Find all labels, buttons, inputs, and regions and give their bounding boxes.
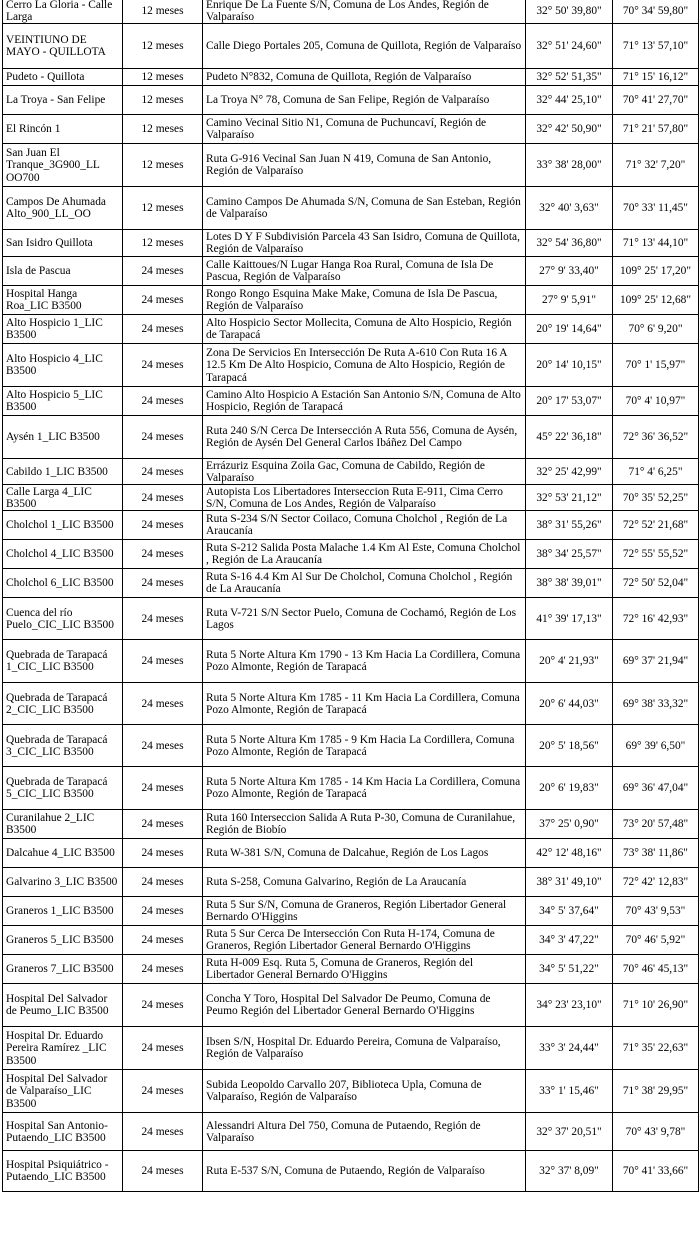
table-row	[3, 1113, 699, 1151]
latitude-cell: 32° 51' 24,60"	[526, 24, 613, 69]
period-cell: 24 meses	[123, 459, 203, 485]
table-row	[3, 1027, 699, 1070]
address-cell: Ruta V-721 S/N Sector Puelo, Comuna de Cochamó, Región de Los Lagos	[203, 598, 526, 640]
address-cell: Alessandri Altura Del 750, Comuna de Putaendo, Región de Valparaíso	[203, 1113, 526, 1151]
latitude-cell: 41° 39' 17,13"	[526, 598, 613, 640]
table-row	[3, 725, 699, 767]
latitude-cell: 38° 31' 55,26"	[526, 511, 613, 540]
table-row	[3, 387, 699, 416]
address-cell: Ruta E-537 S/N, Comuna de Putaendo, Región de Valparaíso	[203, 1151, 526, 1192]
site-name-cell: Cholchol 1_LIC B3500	[3, 511, 123, 540]
longitude-cell: 71° 13' 44,10"	[613, 230, 699, 257]
longitude-cell: 69° 37' 21,94"	[613, 640, 699, 683]
latitude-cell: 38° 31' 49,10"	[526, 868, 613, 897]
latitude-cell: 32° 50' 39,80"	[526, 0, 613, 24]
table-row	[3, 897, 699, 926]
site-name-cell: Graneros 5_LIC B3500	[3, 926, 123, 955]
site-name-cell: Hospital Hanga Roa_LIC B3500	[3, 286, 123, 315]
site-name-cell: Cabildo 1_LIC B3500	[3, 459, 123, 485]
period-cell: 24 meses	[123, 286, 203, 315]
period-cell: 12 meses	[123, 115, 203, 144]
table-row	[3, 286, 699, 315]
table-row	[3, 230, 699, 257]
site-name-cell: Pudeto - Quillota	[3, 69, 123, 86]
address-cell: Camino Alto Hospicio A Estación San Antonio S/N, Comuna de Alto Hospicio, Región de Tarapacá	[203, 387, 526, 416]
period-cell: 24 meses	[123, 926, 203, 955]
longitude-cell: 70° 46' 5,92"	[613, 926, 699, 955]
site-name-cell: Hospital Del Salvador de Peumo_LIC B3500	[3, 984, 123, 1027]
period-cell: 24 meses	[123, 725, 203, 767]
site-name-cell: Cholchol 4_LIC B3500	[3, 540, 123, 569]
latitude-cell: 38° 38' 39,01"	[526, 569, 613, 598]
address-cell: Ruta 5 Norte Altura Km 1790 - 13 Km Hacia La Cordillera, Comuna Pozo Almonte, Región de Tarapacá	[203, 640, 526, 683]
latitude-cell: 32° 40' 3,63"	[526, 187, 613, 230]
latitude-cell: 20° 14' 10,15"	[526, 344, 613, 387]
site-name-cell: Alto Hospicio 4_LIC B3500	[3, 344, 123, 387]
table-row	[3, 187, 699, 230]
longitude-cell: 71° 32' 7,20"	[613, 144, 699, 187]
longitude-cell: 71° 38' 29,95"	[613, 1070, 699, 1113]
longitude-cell: 72° 52' 21,68"	[613, 511, 699, 540]
table-row	[3, 683, 699, 725]
table-row	[3, 416, 699, 459]
latitude-cell: 20° 6' 19,83"	[526, 767, 613, 810]
site-name-cell: Calle Larga 4_LIC B3500	[3, 485, 123, 511]
address-cell: Concha Y Toro, Hospital Del Salvador De Peumo, Comuna de Peumo Región del Libertador General Bernardo O'Higgins	[203, 984, 526, 1027]
table-row	[3, 315, 699, 344]
period-cell: 12 meses	[123, 69, 203, 86]
address-cell: Zona De Servicios En Intersección De Ruta A-610 Con Ruta 16 A 12.5 Km De Alto Hospicio, Comuna de Alto Hospicio, Región de Tarapacá	[203, 344, 526, 387]
table-row	[3, 24, 699, 69]
address-cell: Ruta G-916 Vecinal San Juan N 419, Comuna de San Antonio, Región de Valparaíso	[203, 144, 526, 187]
address-cell: Errázuriz Esquina Zoila Gac, Comuna de Cabildo, Región de Valparaíso	[203, 459, 526, 485]
longitude-cell: 70° 1' 15,97"	[613, 344, 699, 387]
period-cell: 24 meses	[123, 839, 203, 868]
longitude-cell: 72° 16' 42,93"	[613, 598, 699, 640]
table-row	[3, 69, 699, 86]
site-name-cell: Campos De Ahumada Alto_900_LL_OO	[3, 187, 123, 230]
period-cell: 24 meses	[123, 640, 203, 683]
longitude-cell: 109° 25' 17,20"	[613, 257, 699, 286]
table-row	[3, 144, 699, 187]
site-name-cell: Isla de Pascua	[3, 257, 123, 286]
site-name-cell: Curanilahue 2_LIC B3500	[3, 810, 123, 839]
period-cell: 24 meses	[123, 1151, 203, 1192]
longitude-cell: 70° 41' 33,66"	[613, 1151, 699, 1192]
longitude-cell: 70° 33' 11,45"	[613, 187, 699, 230]
address-cell: Ruta S-16 4.4 Km Al Sur De Cholchol, Comuna Cholchol , Región de La Araucanía	[203, 569, 526, 598]
table-row	[3, 1070, 699, 1113]
longitude-cell: 69° 36' 47,04"	[613, 767, 699, 810]
longitude-cell: 69° 38' 33,32"	[613, 683, 699, 725]
longitude-cell: 109° 25' 12,68"	[613, 286, 699, 315]
site-name-cell: Quebrada de Tarapacá 1_CIC_LIC B3500	[3, 640, 123, 683]
address-cell: Ruta 240 S/N Cerca De Intersección A Ruta 556, Comuna de Aysén, Región de Aysén Del General Carlos Ibáñez Del Campo	[203, 416, 526, 459]
table-row	[3, 485, 699, 511]
address-cell: Lotes D Y F Subdivisión Parcela 43 San Isidro, Comuna de Quillota, Región de Valparaíso	[203, 230, 526, 257]
site-name-cell: Cerro La Gloria - Calle Larga	[3, 0, 123, 24]
table-row	[3, 344, 699, 387]
longitude-cell: 71° 15' 16,12"	[613, 69, 699, 86]
longitude-cell: 70° 6' 9,20"	[613, 315, 699, 344]
address-cell: Calle Kaittoues/N Lugar Hanga Roa Rural, Comuna de Isla De Pascua, Región de Valparaíso	[203, 257, 526, 286]
latitude-cell: 33° 3' 24,44"	[526, 1027, 613, 1070]
latitude-cell: 20° 4' 21,93"	[526, 640, 613, 683]
address-cell: Ruta 5 Norte Altura Km 1785 - 9 Km Hacia La Cordillera, Comuna Pozo Almonte, Región de Tarapacá	[203, 725, 526, 767]
period-cell: 24 meses	[123, 540, 203, 569]
site-name-cell: San Juan El Tranque_3G900_LL OO700	[3, 144, 123, 187]
period-cell: 24 meses	[123, 511, 203, 540]
address-cell: Ruta S-258, Comuna Galvarino, Región de La Araucanía	[203, 868, 526, 897]
latitude-cell: 34° 23' 23,10"	[526, 984, 613, 1027]
site-name-cell: Aysén 1_LIC B3500	[3, 416, 123, 459]
latitude-cell: 32° 25' 42,99"	[526, 459, 613, 485]
period-cell: 24 meses	[123, 416, 203, 459]
address-cell: Autopista Los Libertadores Interseccion Ruta E-911, Cima Cerro S/N, Comuna de Los Andes, Región de Valparaíso	[203, 485, 526, 511]
site-name-cell: Quebrada de Tarapacá 2_CIC_LIC B3500	[3, 683, 123, 725]
table-body	[3, 0, 699, 1192]
period-cell: 12 meses	[123, 144, 203, 187]
period-cell: 24 meses	[123, 810, 203, 839]
latitude-cell: 34° 5' 51,22"	[526, 955, 613, 984]
period-cell: 24 meses	[123, 257, 203, 286]
longitude-cell: 70° 4' 10,97"	[613, 387, 699, 416]
latitude-cell: 32° 37' 8,09"	[526, 1151, 613, 1192]
period-cell: 24 meses	[123, 1113, 203, 1151]
address-cell: Enrique De La Fuente S/N, Comuna de Los Andes, Región de Valparaíso	[203, 0, 526, 24]
longitude-cell: 71° 10' 26,90"	[613, 984, 699, 1027]
table-row	[3, 540, 699, 569]
longitude-cell: 72° 50' 52,04"	[613, 569, 699, 598]
period-cell: 24 meses	[123, 387, 203, 416]
table-row	[3, 839, 699, 868]
period-cell: 12 meses	[123, 0, 203, 24]
table-row	[3, 511, 699, 540]
latitude-cell: 27° 9' 5,91"	[526, 286, 613, 315]
address-cell: Ruta 5 Sur Cerca De Intersección Con Ruta H-174, Comuna de Graneros, Región Libertador General Bernardo O'Higgins	[203, 926, 526, 955]
table-row	[3, 86, 699, 115]
table-row	[3, 459, 699, 485]
latitude-cell: 34° 3' 47,22"	[526, 926, 613, 955]
latitude-cell: 42° 12' 48,16"	[526, 839, 613, 868]
site-name-cell: Graneros 7_LIC B3500	[3, 955, 123, 984]
period-cell: 24 meses	[123, 1070, 203, 1113]
table-row	[3, 767, 699, 810]
table-row	[3, 810, 699, 839]
address-cell: Camino Campos De Ahumada S/N, Comuna de San Esteban, Región de Valparaíso	[203, 187, 526, 230]
site-name-cell: Cholchol 6_LIC B3500	[3, 569, 123, 598]
latitude-cell: 32° 42' 50,90"	[526, 115, 613, 144]
site-name-cell: Hospital Psiquiátrico - Putaendo_LIC B3500	[3, 1151, 123, 1192]
site-name-cell: Cuenca del río Puelo_CIC_LIC B3500	[3, 598, 123, 640]
latitude-cell: 33° 1' 15,46"	[526, 1070, 613, 1113]
latitude-cell: 20° 5' 18,56"	[526, 725, 613, 767]
longitude-cell: 71° 21' 57,80"	[613, 115, 699, 144]
longitude-cell: 69° 39' 6,50"	[613, 725, 699, 767]
latitude-cell: 37° 25' 0,90"	[526, 810, 613, 839]
longitude-cell: 73° 20' 57,48"	[613, 810, 699, 839]
table-row	[3, 1151, 699, 1192]
latitude-cell: 34° 5' 37,64"	[526, 897, 613, 926]
latitude-cell: 32° 53' 21,12"	[526, 485, 613, 511]
address-cell: Ruta H-009 Esq. Ruta 5, Comuna de Graneros, Región del Libertador General Bernardo O'Higgins	[203, 955, 526, 984]
period-cell: 24 meses	[123, 485, 203, 511]
period-cell: 24 meses	[123, 897, 203, 926]
table-row	[3, 115, 699, 144]
table-row	[3, 955, 699, 984]
latitude-cell: 32° 44' 25,10"	[526, 86, 613, 115]
address-cell: Ruta 5 Sur S/N, Comuna de Graneros, Región Libertador General Bernardo O'Higgins	[203, 897, 526, 926]
longitude-cell: 70° 43' 9,53"	[613, 897, 699, 926]
address-cell: Calle Diego Portales 205, Comuna de Quillota, Región de Valparaíso	[203, 24, 526, 69]
table-row	[3, 984, 699, 1027]
longitude-cell: 72° 36' 36,52"	[613, 416, 699, 459]
period-cell: 24 meses	[123, 315, 203, 344]
longitude-cell: 71° 4' 6,25"	[613, 459, 699, 485]
table-row	[3, 0, 699, 24]
period-cell: 24 meses	[123, 868, 203, 897]
site-name-cell: Graneros 1_LIC B3500	[3, 897, 123, 926]
address-cell: Camino Vecinal Sitio N1, Comuna de Puchuncaví, Región de Valparaíso	[203, 115, 526, 144]
site-name-cell: La Troya - San Felipe	[3, 86, 123, 115]
site-name-cell: Quebrada de Tarapacá 5_CIC_LIC B3500	[3, 767, 123, 810]
site-name-cell: Alto Hospicio 1_LIC B3500	[3, 315, 123, 344]
address-cell: Ruta S-234 S/N Sector Coilaco, Comuna Cholchol , Región de La Araucanía	[203, 511, 526, 540]
table-row	[3, 926, 699, 955]
site-name-cell: Dalcahue 4_LIC B3500	[3, 839, 123, 868]
site-name-cell: San Isidro Quillota	[3, 230, 123, 257]
sites-table	[2, 0, 699, 1192]
period-cell: 12 meses	[123, 187, 203, 230]
table-row	[3, 640, 699, 683]
address-cell: Ruta S-212 Salida Posta Malache 1.4 Km Al Este, Comuna Cholchol , Región de La Araucanía	[203, 540, 526, 569]
site-name-cell: Hospital San Antonio-Putaendo_LIC B3500	[3, 1113, 123, 1151]
address-cell: Ruta 160 Interseccion Salida A Ruta P-30, Comuna de Curanilahue, Región de Biobío	[203, 810, 526, 839]
site-name-cell: Hospital Del Salvador de Valparaíso_LIC B3500	[3, 1070, 123, 1113]
longitude-cell: 73° 38' 11,86"	[613, 839, 699, 868]
latitude-cell: 33° 38' 28,00"	[526, 144, 613, 187]
latitude-cell: 20° 6' 44,03"	[526, 683, 613, 725]
latitude-cell: 32° 54' 36,80"	[526, 230, 613, 257]
period-cell: 24 meses	[123, 767, 203, 810]
address-cell: Ruta 5 Norte Altura Km 1785 - 14 Km Hacia La Cordillera, Comuna Pozo Almonte, Región de Tarapacá	[203, 767, 526, 810]
address-cell: La Troya N° 78, Comuna de San Felipe, Región de Valparaíso	[203, 86, 526, 115]
site-name-cell: Hospital Dr. Eduardo Pereira Ramírez _LIC B3500	[3, 1027, 123, 1070]
period-cell: 12 meses	[123, 230, 203, 257]
longitude-cell: 71° 13' 57,10"	[613, 24, 699, 69]
address-cell: Pudeto N°832, Comuna de Quillota, Región de Valparaíso	[203, 69, 526, 86]
longitude-cell: 72° 42' 12,83"	[613, 868, 699, 897]
site-name-cell: El Rincón 1	[3, 115, 123, 144]
address-cell: Rongo Rongo Esquina Make Make, Comuna de Isla De Pascua, Región de Valparaíso	[203, 286, 526, 315]
latitude-cell: 32° 52' 51,35"	[526, 69, 613, 86]
period-cell: 24 meses	[123, 683, 203, 725]
address-cell: Ruta 5 Norte Altura Km 1785 - 11 Km Hacia La Cordillera, Comuna Pozo Almonte, Región de Tarapacá	[203, 683, 526, 725]
period-cell: 24 meses	[123, 344, 203, 387]
longitude-cell: 70° 34' 59,80"	[613, 0, 699, 24]
period-cell: 24 meses	[123, 598, 203, 640]
table-row	[3, 257, 699, 286]
address-cell: Alto Hospicio Sector Mollecita, Comuna de Alto Hospicio, Región de Tarapacá	[203, 315, 526, 344]
site-name-cell: VEINTIUNO DE MAYO - QUILLOTA	[3, 24, 123, 69]
longitude-cell: 72° 55' 55,52"	[613, 540, 699, 569]
site-name-cell: Galvarino 3_LIC B3500	[3, 868, 123, 897]
longitude-cell: 70° 46' 45,13"	[613, 955, 699, 984]
latitude-cell: 20° 19' 14,64"	[526, 315, 613, 344]
period-cell: 12 meses	[123, 86, 203, 115]
table-row	[3, 598, 699, 640]
period-cell: 24 meses	[123, 955, 203, 984]
longitude-cell: 70° 41' 27,70"	[613, 86, 699, 115]
period-cell: 24 meses	[123, 1027, 203, 1070]
address-cell: Subida Leopoldo Carvallo 207, Biblioteca Upla, Comuna de Valparaíso, Región de Valparaíso	[203, 1070, 526, 1113]
latitude-cell: 27° 9' 33,40"	[526, 257, 613, 286]
longitude-cell: 70° 43' 9,78"	[613, 1113, 699, 1151]
address-cell: Ibsen S/N, Hospital Dr. Eduardo Pereira, Comuna de Valparaíso, Región de Valparaíso	[203, 1027, 526, 1070]
table-row	[3, 569, 699, 598]
table-row	[3, 868, 699, 897]
period-cell: 24 meses	[123, 984, 203, 1027]
site-name-cell: Alto Hospicio 5_LIC B3500	[3, 387, 123, 416]
latitude-cell: 32° 37' 20,51"	[526, 1113, 613, 1151]
longitude-cell: 70° 35' 52,25"	[613, 485, 699, 511]
latitude-cell: 38° 34' 25,57"	[526, 540, 613, 569]
period-cell: 24 meses	[123, 569, 203, 598]
longitude-cell: 71° 35' 22,63"	[613, 1027, 699, 1070]
latitude-cell: 45° 22' 36,18"	[526, 416, 613, 459]
latitude-cell: 20° 17' 53,07"	[526, 387, 613, 416]
period-cell: 12 meses	[123, 24, 203, 69]
address-cell: Ruta W-381 S/N, Comuna de Dalcahue, Región de Los Lagos	[203, 839, 526, 868]
site-name-cell: Quebrada de Tarapacá 3_CIC_LIC B3500	[3, 725, 123, 767]
